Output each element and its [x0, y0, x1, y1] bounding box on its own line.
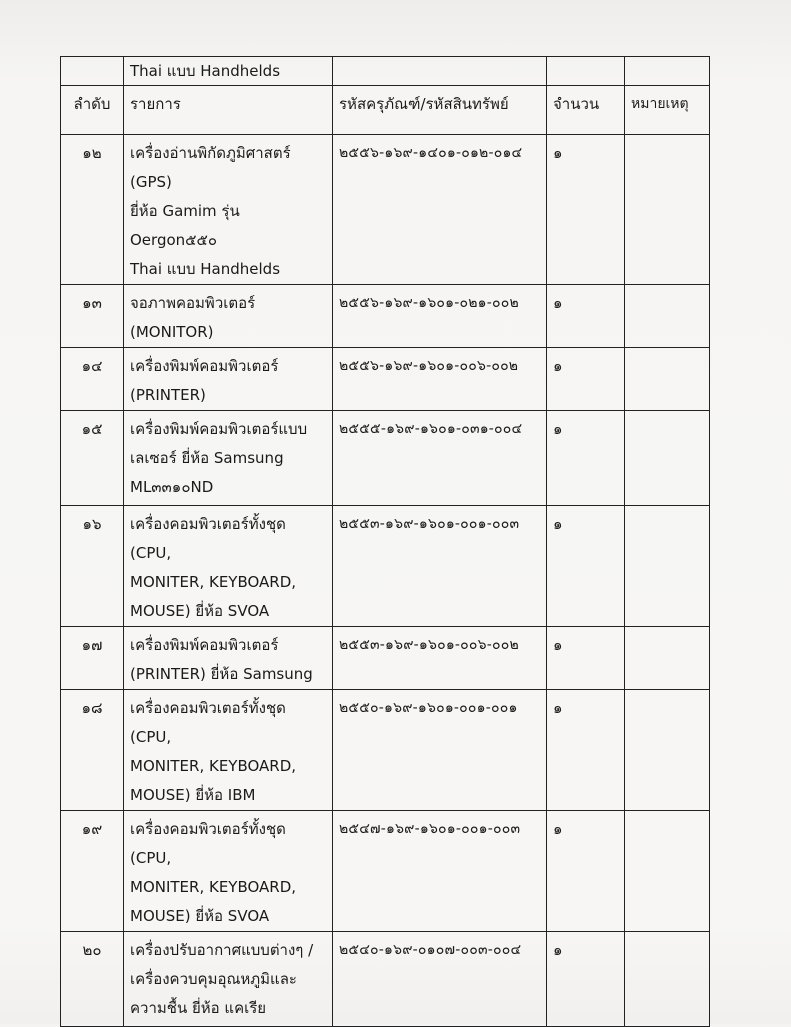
row-no: ๑๒	[61, 135, 124, 285]
row-code: ๒๕๕๖-๑๖๙-๑๔๐๑-๐๑๒-๐๑๔	[333, 135, 547, 285]
row-item	[124, 285, 333, 348]
table-row	[61, 932, 710, 1027]
row-no: ๒๐	[61, 932, 124, 1027]
item-line: ความชื้น ยี่ห้อ แคเรีย	[130, 999, 267, 1017]
item-line: (PRINTER) ยี่ห้อ Samsung	[130, 665, 313, 683]
continued-code-cell	[333, 57, 547, 86]
row-note	[625, 348, 710, 411]
row-no: ๑๘	[61, 690, 124, 811]
item-line: MOUSE) ยี่ห้อ SVOA	[130, 907, 270, 925]
item-line: จอภาพคอมพิวเตอร์	[130, 294, 256, 312]
item-line: เครื่องควบคุมอุณหภูมิและ	[130, 970, 297, 988]
header-code: รหัสครุภัณฑ์/รหัสสินทรัพย์	[333, 86, 547, 135]
item-line: MONITER, KEYBOARD,	[130, 757, 297, 775]
header-no: ลำดับ	[61, 86, 124, 135]
item-line: (PRINTER)	[130, 386, 206, 404]
row-item	[124, 506, 333, 627]
table-row	[61, 506, 710, 627]
item-line: เครื่องอ่านพิกัดภูมิศาสตร์ (GPS)	[130, 144, 291, 191]
row-qty: ๑	[547, 506, 625, 627]
row-note	[625, 932, 710, 1027]
item-line: (MONITOR)	[130, 323, 214, 341]
row-code: ๒๕๕๓-๑๖๙-๑๖๐๑-๐๐๑-๐๐๓	[333, 506, 547, 627]
item-line: Thai แบบ Handhelds	[130, 260, 281, 278]
continued-note-cell	[625, 57, 710, 86]
item-line: MOUSE) ยี่ห้อ SVOA	[130, 602, 270, 620]
table-row	[61, 627, 710, 690]
row-note	[625, 811, 710, 932]
item-line: เครื่องคอมพิวเตอร์ทั้งชุด (CPU,	[130, 820, 286, 867]
item-line: MONITER, KEYBOARD,	[130, 878, 297, 896]
row-item	[124, 932, 333, 1027]
row-item	[124, 690, 333, 811]
header-note: หมายเหตุ	[625, 86, 710, 135]
row-no: ๑๙	[61, 811, 124, 932]
item-line: เครื่องพิมพ์คอมพิวเตอร์	[130, 636, 279, 654]
row-no: ๑๕	[61, 411, 124, 506]
row-qty: ๑	[547, 811, 625, 932]
item-line: เครื่องพิมพ์คอมพิวเตอร์	[130, 357, 279, 375]
row-no: ๑๔	[61, 348, 124, 411]
continued-row	[61, 57, 710, 86]
row-code: ๒๕๕๐-๑๖๙-๑๖๐๑-๐๐๑-๐๐๑	[333, 690, 547, 811]
row-code: ๒๕๕๖-๑๖๙-๑๖๐๑-๐๐๖-๐๐๒	[333, 348, 547, 411]
item-line: เครื่องคอมพิวเตอร์ทั้งชุด (CPU,	[130, 699, 286, 746]
row-qty: ๑	[547, 135, 625, 285]
row-code: ๒๕๕๖-๑๖๙-๑๖๐๑-๐๒๑-๐๐๒	[333, 285, 547, 348]
header-item: รายการ	[124, 86, 333, 135]
row-qty: ๑	[547, 411, 625, 506]
row-qty: ๑	[547, 285, 625, 348]
row-no: ๑๖	[61, 506, 124, 627]
row-code: ๒๕๕๕-๑๖๙-๑๖๐๑-๐๓๑-๐๐๔	[333, 411, 547, 506]
item-line: ML๓๓๑๐ND	[130, 478, 214, 496]
row-code: ๒๕๔๐-๑๖๙-๐๑๐๗-๐๐๓-๐๐๔	[333, 932, 547, 1027]
asset-table	[60, 56, 710, 1027]
table-row	[61, 285, 710, 348]
row-item	[124, 627, 333, 690]
row-note	[625, 285, 710, 348]
row-note	[625, 627, 710, 690]
item-line: เครื่องคอมพิวเตอร์ทั้งชุด (CPU,	[130, 515, 286, 562]
item-line: ยี่ห้อ Gamim รุ่น Oergon๕๕๐	[130, 202, 240, 249]
table-row	[61, 135, 710, 285]
row-code: ๒๕๔๗-๑๖๙-๑๖๐๑-๐๐๑-๐๐๓	[333, 811, 547, 932]
row-item	[124, 135, 333, 285]
continued-qty-cell	[547, 57, 625, 86]
row-note	[625, 135, 710, 285]
table-row	[61, 690, 710, 811]
item-line: MOUSE) ยี่ห้อ IBM	[130, 786, 256, 804]
row-no: ๑๓	[61, 285, 124, 348]
item-line: เครื่องปรับอากาศแบบต่างๆ /	[130, 941, 314, 959]
item-line: เครื่องพิมพ์คอมพิวเตอร์แบบ	[130, 420, 308, 438]
header-row	[61, 86, 710, 135]
row-item	[124, 348, 333, 411]
row-qty: ๑	[547, 690, 625, 811]
item-line: MONITER, KEYBOARD,	[130, 573, 297, 591]
continued-item-cell: Thai แบบ Handhelds	[124, 57, 333, 86]
row-code: ๒๕๕๓-๑๖๙-๑๖๐๑-๐๐๖-๐๐๒	[333, 627, 547, 690]
row-note	[625, 506, 710, 627]
row-qty: ๑	[547, 627, 625, 690]
continued-no-cell	[61, 57, 124, 86]
table-row	[61, 348, 710, 411]
row-no: ๑๗	[61, 627, 124, 690]
table-row	[61, 411, 710, 506]
row-note	[625, 690, 710, 811]
item-line: เลเซอร์ ยี่ห้อ Samsung	[130, 449, 284, 467]
header-qty: จำนวน	[547, 86, 625, 135]
row-item	[124, 411, 333, 506]
row-qty: ๑	[547, 932, 625, 1027]
row-item	[124, 811, 333, 932]
table-row	[61, 811, 710, 932]
row-note	[625, 411, 710, 506]
row-qty: ๑	[547, 348, 625, 411]
